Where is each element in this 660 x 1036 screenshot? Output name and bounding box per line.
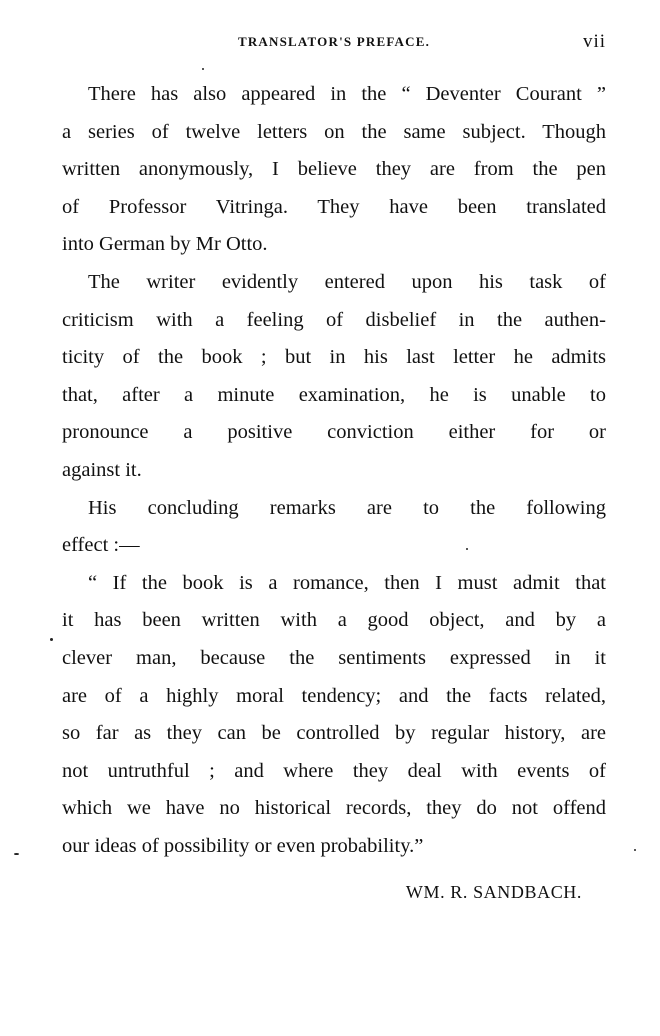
text-line: criticism with a feeling of disbelief in the authen-	[62, 308, 606, 331]
paragraph-deventer-courant	[62, 76, 606, 264]
text-line: ticity of the book ; but in his last letter he admits	[62, 346, 606, 369]
page-header	[62, 31, 606, 58]
text-line: pronounce a positive conviction either for or	[62, 421, 606, 444]
page-number: vii	[582, 31, 606, 52]
text-line: of Professor Vitringa. They have been translated	[62, 195, 606, 218]
paragraph-quotation	[62, 565, 606, 866]
scan-speck	[14, 853, 19, 855]
scan-speck	[466, 548, 468, 550]
text-line: are of a highly moral tendency; and the facts related,	[62, 684, 606, 707]
text-line: so far as they can be controlled by regular history, are	[62, 722, 606, 745]
text-line: effect :—	[62, 534, 140, 557]
scan-speck	[202, 68, 204, 70]
text-line: not untruthful ; and where they deal with events of	[62, 759, 606, 782]
text-line: There has also appeared in the “ Deventer Courant ”	[88, 83, 606, 105]
running-head: TRANSLATOR'S PREFACE.	[237, 34, 431, 49]
text-line: against it.	[62, 458, 142, 481]
signature: WM. R. SANDBACH.	[405, 882, 582, 902]
text-line: clever man, because the sentiments expressed in it	[62, 646, 606, 669]
text-line: which we have no historical records, they do not offend	[62, 797, 606, 820]
text-line: a series of twelve letters on the same subject. Though	[62, 120, 606, 143]
scan-speck	[634, 849, 636, 851]
text-line: The writer evidently entered upon his task of	[88, 270, 606, 293]
paragraph-concluding-remarks	[62, 490, 606, 565]
text-line: His concluding remarks are to the following	[88, 496, 606, 519]
body-text	[62, 76, 606, 865]
text-line: that, after a minute examination, he is unable to	[62, 383, 606, 406]
text-line: our ideas of possibility or even probability.”	[62, 834, 424, 857]
scan-speck	[50, 638, 53, 641]
text-line: “ If the book is a romance, then I must admit that	[88, 571, 606, 594]
text-line: into German by Mr Otto.	[62, 233, 268, 256]
paragraph-writer-criticism	[62, 264, 606, 490]
text-line: written anonymously, I believe they are from the pen	[62, 158, 606, 181]
text-line: it has been written with a good object, and by a	[62, 609, 606, 632]
